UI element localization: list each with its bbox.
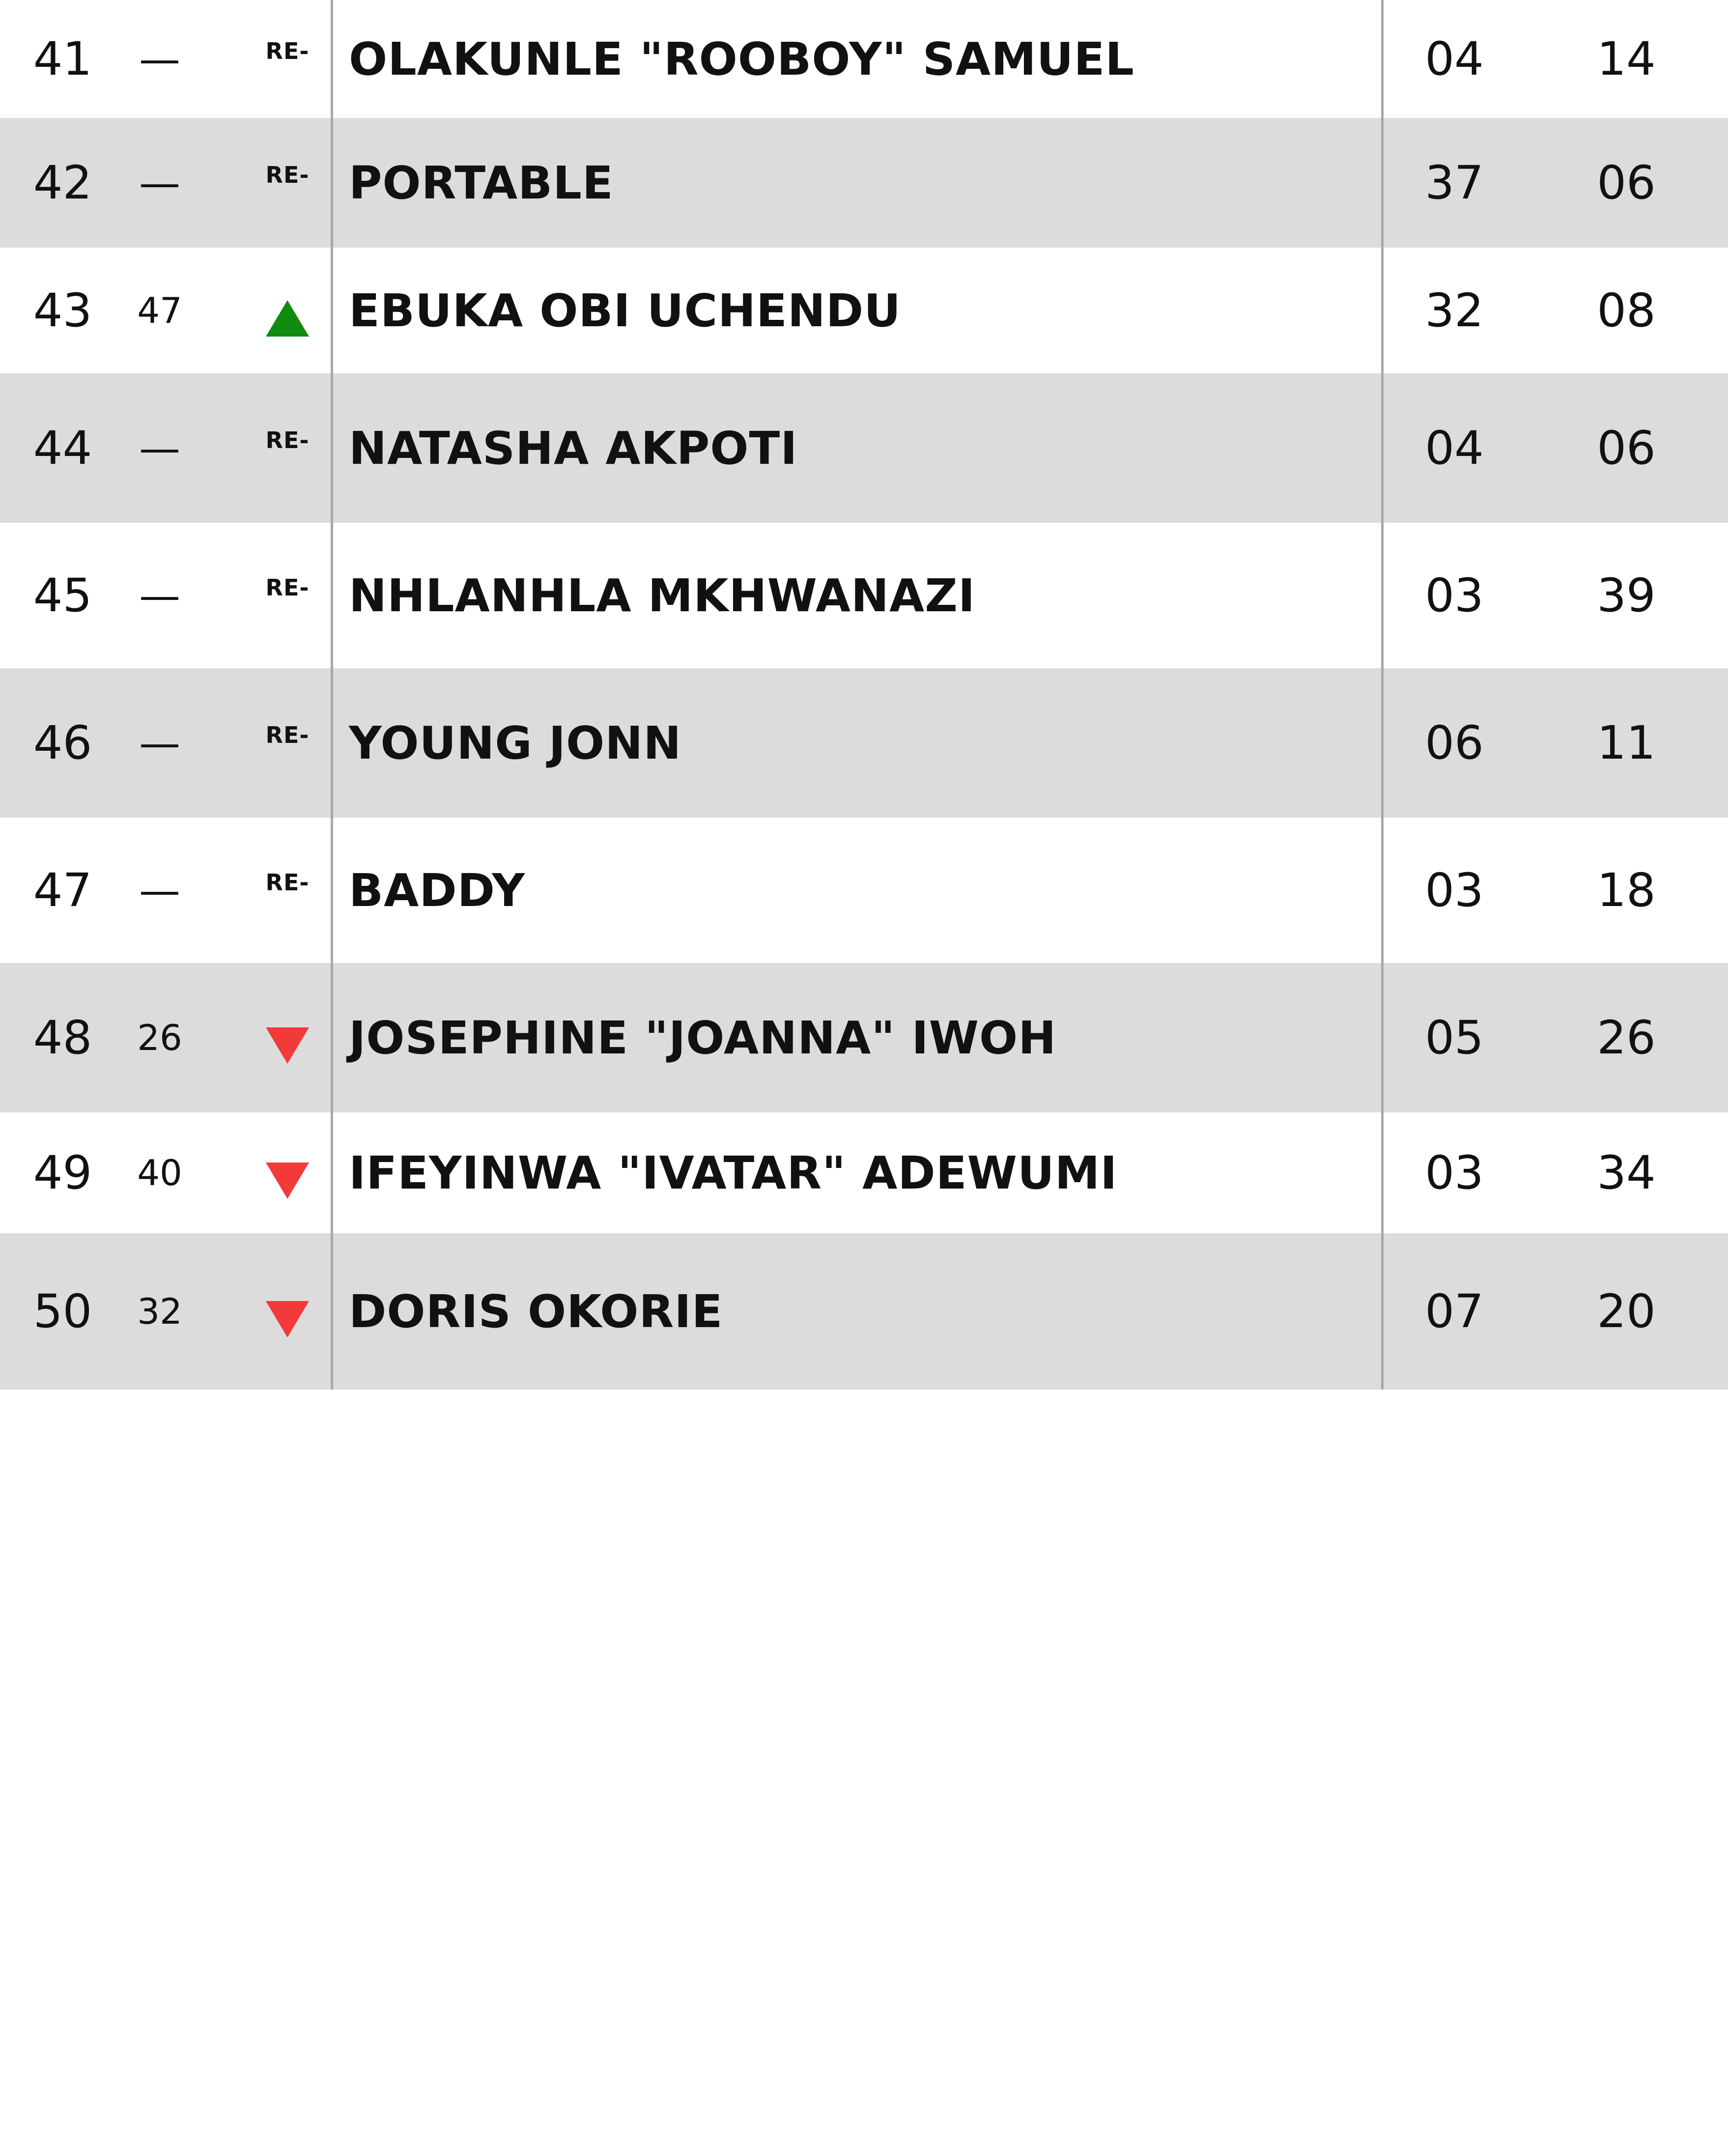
weeks-on-chart: 26 — [1597, 1011, 1656, 1065]
peak-position: 06 — [1425, 716, 1484, 770]
peak-position: 03 — [1425, 568, 1484, 623]
position-number: 49 — [33, 1146, 92, 1200]
chart-row — [0, 0, 1728, 118]
position-number: 41 — [33, 32, 92, 86]
last-week-position: — — [139, 35, 180, 83]
position-number: 50 — [33, 1284, 92, 1338]
weeks-on-chart: 14 — [1597, 32, 1656, 86]
chart-row — [0, 1233, 1728, 1390]
peak-position: 03 — [1425, 863, 1484, 917]
weeks-on-chart: 11 — [1597, 716, 1656, 770]
position-number: 46 — [33, 716, 92, 770]
position-number: 45 — [33, 568, 92, 623]
arrow-down-icon — [266, 1301, 309, 1337]
position-number: 47 — [33, 863, 92, 917]
last-week-position: 32 — [137, 1291, 182, 1332]
movement-indicator — [246, 818, 329, 963]
entry-name: EBUKA OBI UCHENDU — [349, 284, 901, 337]
position-number: 44 — [33, 421, 92, 475]
entry-name: IFEYINWA "IVATAR" ADEWUMI — [349, 1146, 1118, 1199]
arrow-down-icon — [266, 1163, 309, 1199]
peak-position: 32 — [1425, 284, 1484, 338]
peak-position: 37 — [1425, 156, 1484, 210]
weeks-on-chart: 34 — [1597, 1146, 1656, 1200]
peak-position: 04 — [1425, 32, 1484, 86]
entry-name: JOSEPHINE "JOANNA" IWOH — [349, 1011, 1057, 1064]
last-week-position: — — [139, 424, 180, 472]
last-week-position: — — [139, 571, 180, 620]
last-week-position: 47 — [137, 290, 182, 331]
weeks-on-chart: 08 — [1597, 284, 1656, 338]
weeks-on-chart: 06 — [1597, 156, 1656, 210]
position-number: 42 — [33, 156, 92, 210]
weeks-on-chart: 39 — [1597, 568, 1656, 623]
last-week-position: 40 — [137, 1152, 182, 1193]
movement-indicator — [246, 248, 329, 373]
arrow-down-icon — [266, 1027, 309, 1064]
column-divider-right — [1381, 0, 1384, 1390]
entry-name: BADDY — [349, 864, 525, 917]
chart-row — [0, 668, 1728, 818]
entry-name: YOUNG JONN — [349, 716, 682, 769]
movement-indicator — [246, 118, 329, 248]
entry-name: DORIS OKORIE — [349, 1285, 723, 1338]
last-week-position: — — [139, 866, 180, 914]
movement-indicator — [246, 0, 329, 118]
movement-indicator — [246, 373, 329, 523]
position-number: 48 — [33, 1011, 92, 1065]
movement-indicator — [246, 1233, 329, 1390]
column-divider-left — [331, 0, 333, 1390]
chart-row — [0, 248, 1728, 373]
last-week-position: — — [139, 159, 180, 207]
chart-row — [0, 373, 1728, 523]
entry-name: NATASHA AKPOTI — [349, 422, 798, 475]
position-number: 43 — [33, 284, 92, 338]
chart-row — [0, 523, 1728, 668]
chart-row — [0, 118, 1728, 248]
re-entry-label: RE- — [265, 162, 310, 188]
movement-indicator — [246, 523, 329, 668]
entry-name: OLAKUNLE "ROOBOY" SAMUEL — [349, 32, 1134, 85]
weeks-on-chart: 18 — [1597, 863, 1656, 917]
peak-position: 04 — [1425, 421, 1484, 475]
weeks-on-chart: 20 — [1597, 1284, 1656, 1338]
last-week-position: — — [139, 719, 180, 767]
entry-name: PORTABLE — [349, 156, 614, 209]
re-entry-label: RE- — [265, 574, 310, 601]
movement-indicator — [246, 1112, 329, 1233]
peak-position: 07 — [1425, 1284, 1484, 1338]
re-entry-label: RE- — [265, 722, 310, 748]
movement-indicator — [246, 963, 329, 1112]
re-entry-label: RE- — [265, 427, 310, 454]
peak-position: 03 — [1425, 1146, 1484, 1200]
chart-row — [0, 818, 1728, 963]
re-entry-label: RE- — [265, 869, 310, 896]
movement-indicator — [246, 668, 329, 818]
peak-position: 05 — [1425, 1011, 1484, 1065]
chart-row — [0, 963, 1728, 1112]
re-entry-label: RE- — [265, 38, 310, 64]
chart-row — [0, 1112, 1728, 1233]
last-week-position: 26 — [137, 1017, 182, 1058]
arrow-up-icon — [266, 300, 309, 337]
entry-name: NHLANHLA MKHWANAZI — [349, 569, 976, 622]
weeks-on-chart: 06 — [1597, 421, 1656, 475]
